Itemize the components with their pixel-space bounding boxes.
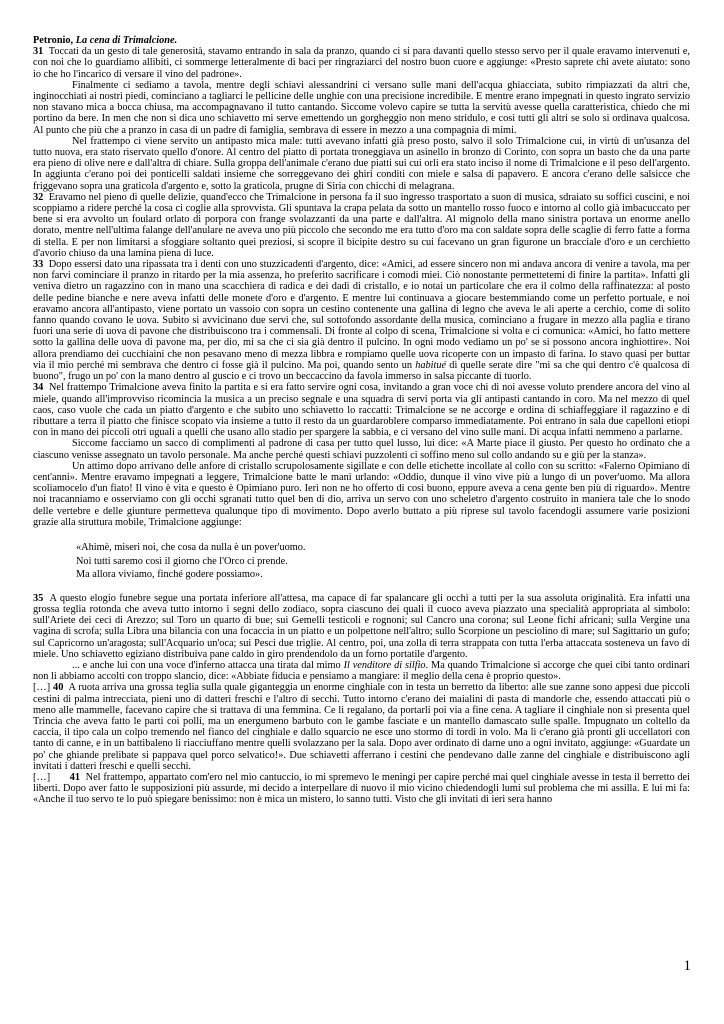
chapter-number: 34 — [33, 382, 44, 394]
paragraph-text: A ruota arriva una grossa teglia sulla quale giganteggia un enorme cinghiale con in testa un berretto da liberto: alle sue zanne sono appesi due piccoli cestini di palma intrecciata, pieni uno di datteri freschi e l'altro di secchi. Tutto intorno c'erano dei maialini di pasta di mandorle che, essendo attaccati più o meno alle mammelle, facevano capire che si trattava di una femmina. Ce li regalano, da portarli poi via a fine cena. A tagliare il cinghiale non si presenta quel Trincia che aveva fatto le parti coi polli, ma un energumeno barbuto con le gambe fasciate e un mantello damascato sulle spalle. Impugnato un coltello da caccia, il tipo cala un colpo tremendo nel fianco del cinghiale e dallo squarcio ne esce uno stormo di tordi in volo. Ma lì c'erano già pronti gli uccellatori con tanto di canne, e in un battibaleno li riacciuffano mentre quelli svolazzano per la sala. Dopo aver ordinato di darne uno a ogni invitato, aggiunge: «Guardate un po' che ghiande prelibate si pappava quel porco selvatico!». Due schiavetti afferrano i cestini che pendevano dalle zanne del cinghiale e distribuiscono agli invitati i datteri freschi e quelli secchi. — [33, 682, 690, 772]
verse-quote — [76, 541, 690, 582]
paragraph-text: Eravamo nel pieno di quelle delizie, quand'ecco che Trimalcione in persona fa il suo ingresso trasportato a suon di musica, sdraiato su soffici cuscini, e noi scoppiamo a ridere perché la cosa ci coglie alla sprovvista. Gli spuntava la crapa pelata da sotto un mantello rosso fuoco e intorno al collo già imbacuccato per bene si era avvolto un foulard orlato di porpora con frange svolazzanti da una parte e dall'altra. Al mignolo della mano sinistra portava un enorme anello dorato, mentre nell'ultima falange dell'anulare ne aveva uno più piccolo che secondo me era tutto d'oro ma con saldate sopra delle scaglie di ferro fatte a forma di stella. E per non limitarsi a sfoggiare soltanto quei preziosi, si scopre il bicipite destro su cui facevano un gran figurone un bracciale d'oro e un cerchietto d'avorio chiuso da una lamina piena di luce. — [33, 191, 690, 259]
chapter-number: 40 — [53, 682, 64, 694]
author-name: Petronio, — [33, 35, 74, 46]
page-number: 1 — [683, 958, 691, 974]
paragraph-31 — [33, 46, 690, 80]
paragraph-text: Siccome facciamo un sacco di complimenti al padrone di casa per tutto quel lusso, lui dice: «A Marte piace il giusto. Per questo ho ordinato che a ciascuno venisse assegnato un tavolo personale. Ma anche perché questi schiavi puzzolenti ci soffino meno sul collo andando su e giù per la stanza». — [33, 438, 690, 461]
verse-line: «Ahimè, miseri noi, che cosa da nulla è un pover'uomo. — [76, 541, 306, 553]
chapter-number: 41 — [69, 771, 81, 783]
paragraph-text: . Ma quando Trimalcione si accorge che quei cibi tanto ordinari non li abbiamo accolti con troppo slancio, dice: «Abbiate fiducia e pensiamo a mangiare: il meglio della cena è proprio questo». — [33, 659, 690, 683]
paragraph — [33, 461, 690, 528]
paragraph-text: ... e anche lui con una voce d'inferno attacca una tirata dal mimo — [72, 659, 344, 671]
text-body — [33, 46, 690, 805]
paragraph-text: Toccati da un gesto di tale generosità, stavamo entrando in sala da pranzo, quando ci si para davanti quello stesso servo per il quale eravamo intervenuti e, con noi che lo guardiamo allibiti, ci sommerge letteralmente di baci per ringraziarci del nostro buon cuore e aggiunge: «Presto saprete chi avete aiutato: sono io che ho l'incarico di versare il vino del padrone». — [33, 46, 690, 80]
paragraph-text: A questo elogio funebre segue una portata inferiore all'attesa, ma capace di far spalancare gli occhi a tutti per la sua assoluta originalità. Era infatti una grossa teglia rotonda che aveva tutto intorno i segni dello zodiaco, sopra ciascuno dei quali il cuoco aveva piazzato una specialità appropriata al simbolo: sull'Ariete dei ceci di Arezzo; sul Toro un quarto di bue; sui Gemelli testicoli e rognoni; sul Cancro una corona; sul Leone fichi africani; sulla Vergine una vagina di scrofa; sulla Libra una bilancia con una focaccia in un piatto e un polpettone nell'altro; sullo Scorpione un pesciolino di mare; sul Sagittario un gufo; sul Capricorno un'aragosta; sull'Acquario un'oca; sui Pesci due triglie. Al centro, poi, una zolla di terra strappata con tutta l'erba attaccata sosteneva un favo di miele. Uno schiavetto egiziano distribuiva pane caldo in giro prendendolo da un forno portatile d'argento. — [33, 592, 690, 660]
italic-title: Il venditore di silfio — [343, 659, 426, 671]
work-title: La cena di Trimalcione. — [75, 35, 178, 46]
paragraph — [33, 660, 690, 682]
paragraph-32 — [33, 192, 690, 259]
paragraph-text: Dopo essersi dato una ripassata tra i denti con uno stuzzicadenti d'argento, dice: «Amici, ad essere sincero non mi andava ancora di venire a tavola, ma per non farvi cominciare il pranzo in ritardo per la mia assenza, ho preferito sacrificare i comodi miei. Ciò nonostante permettetemi di finire la partita». Infatti gli veniva dietro un ragazzino con in mano una scacchiera di radica e dei dadi di cristallo, e io notai un particolare che era il colmo della raffinatezza: al posto delle pedine bianche e nere aveva infatti delle monete d'oro e d'argento. E mentre lui continuava a giocare bestemmiando come un perfetto portuale, e noi eravamo ancora all'antipasto, viene portato un vassoio con sopra un cestino contenente una gallina di legno che aveva le ali aperte a cerchio, come di solito fanno quando covano le uova. Subito si avvicinano due servi che, sul sottofondo assordante della musica, cominciano a frugare in mezzo alla paglia e tirano fuori una serie di uova di pavone che distribuiscono tra i commensali. Di fronte al colpo di scena, Trimalcione si volta e ci comunica: «Amici, ho fatto mettere sotto la gallina delle uova di pavone ma, per dio, mi sa che ci sia già dentro il pulcino. In ogni modo vediamo un po' se si possono ancora inghiottire». Noi allora prendiamo dei cucchiaini che non pesavano meno di mezza libbra e rompiamo quelle uova ricoperte con un impasto di farina. Io stavo quasi per buttar via il mio perché mi sembrava che dentro ci fosse già il pulcino. Ma poi, quando sento un — [33, 259, 690, 371]
paragraph-35 — [33, 593, 690, 660]
chapter-number: 32 — [33, 191, 44, 203]
chapter-number: 35 — [33, 592, 44, 604]
paragraph-34 — [33, 382, 690, 438]
paragraph — [33, 80, 690, 136]
document-page — [33, 35, 690, 806]
italic-term: habitué — [415, 359, 447, 371]
omission-marker: […] — [33, 771, 70, 783]
paragraph-33 — [33, 259, 690, 382]
paragraph-text: di quelle serate dire "mi sa che qui dentro c'è qualcosa di buono", frugo un po' con la mano dentro al guscio e ci trovo un beccaccino da favola immerso in salsa piccante di tuorlo. — [33, 359, 690, 383]
chapter-number: 31 — [33, 46, 44, 58]
paragraph-text: Nel frattempo Trimalcione aveva finito la partita e si era fatto servire ogni cosa, invitando a gran voce chi di noi avesse voluto prendere ancora del vino al miele, quando all'improvviso ricomincia la musica a un preciso segnale e una squadra di servi porta via gli antipasti cantando in coro. Ma nel mezzo di quel caos, caso vuole che cada un piatto d'argento e che subito uno schiavetto lo raccatti: Trimalcione se ne accorge e ordina di schiaffeggiare il ragazzino e di ributtare a terra il piatto che finisce scopato via insieme a tutto il resto da un guardaroblere comparso immediatamente. Poi entrano in sala due capelloni etiopi con in mano dei piccoli otri uguali a quelli che usano allo stadio per spargere la sabbia, e ci versano del vino sulle mani. Di acqua infatti nemmeno a parlarne. — [33, 382, 690, 439]
verse-line: Ma allora viviamo, finché godere possiamo». — [76, 569, 263, 581]
chapter-number: 33 — [33, 259, 44, 271]
verse-line: Noi tutti saremo così il giorno che l'Orco ci prende. — [76, 555, 288, 567]
paragraph-text: Finalmente ci sediamo a tavola, mentre degli schiavi alessandrini ci versano sulle mani dell'acqua ghiacciata, subito rimpiazzati da altri che, inginocchiati ai nostri piedi, cominciano a tagliarci le pellicine delle unghie con una precisione incredibile. E mentre erano impegnati in questo ingrato servizio non stavano mica a bocca chiusa, ma accompagnavano il tutto cantando. Siccome volevo capire se tutta la servitù avesse quella caratteristica, chiedo che mi portino da bere. In men che non si dica uno schiavetto mi serve emettendo un gorgheggio non meno stridulo, e così tutti gli altri se solo si ordinava qualcosa. Al punto che più che a pranzo in casa di un padre di famiglia, sembrava di essere in mezzo a una compagnia di mimi. — [33, 79, 690, 136]
paragraph-text: Nel frattempo, appartato com'ero nel mio cantuccio, io mi spremevo le meningi per capire perché mai quel cinghiale avesse in testa il berretto dei liberti. Dopo aver fatto le supposizioni più assurde, mi decido a interpellare di nuovo il mio vicino chiedendogli lumi sul problema che mi assilla. E lui mi fa: «Anche il tuo servo te lo può spiegare benissimo: non è mica un mistero, lo sanno tutti. Visto che gli invitati di ieri sera hanno — [33, 771, 690, 806]
document-heading — [33, 35, 690, 46]
paragraph-text: Nel frattempo ci viene servito un antipasto mica male: tutti avevano infatti già preso posto, salvo il solo Trimalcione cui, in virtù di un'usanza del tutto nuova, era stato riservato quello d'onore. Al centro del piatto di portata troneggiava un asinello in bronzo di Corinto, con sopra un basto che da una parte era pieno di olive nere e dall'altra di chiare. Sulla groppa dell'animale c'erano due piatti sui cui orli era stato inciso il nome di Trimalcione e il peso dell'argento. In aggiunta c'erano poi dei ponticelli saldati insieme che sorreggevano dei ghiri conditi con miele e salsa di papavero. E ancora c'erano delle salsicce che friggevano sopra una graticola d'argento e, sotto la graticola, prugne di Siria con chicchi di melagrana. — [33, 135, 690, 192]
paragraph-40 — [33, 682, 690, 772]
paragraph — [33, 136, 690, 192]
paragraph-text: Un attimo dopo arrivano delle anfore di cristallo scrupolosamente sigillate e con delle etichette incollate al collo con su scritto: «Falerno Opimiano di cent'anni». Mentre eravamo impegnati a leggere, Trimalcione batte le mani urlando: «Oddio, dunque il vino vive più a lungo di un pover'uomo. Ma allora scoliamocelo d'un fiato! Il vino è vita e questo è Opimiano puro. Ieri non ne ho offerto di così buono, eppure aveva a cena gente ben più di riguardo». Mentre noi tracanniamo e osserviamo con gli occhi sgranati tutto quel ben di dio, arriva un servo con uno scheletro d'argento costruito in maniera tale che lo snodo delle vertebre e delle giunture permetteva qualunque tipo di movimento. Dopo averlo buttato a più riprese sul tavolo facendogli assumere varie posizioni grazie alla struttura mobile, Trimalcione aggiunge: — [33, 460, 690, 528]
omission-marker: […] — [33, 682, 54, 694]
paragraph-41 — [33, 772, 690, 806]
paragraph — [33, 438, 690, 460]
